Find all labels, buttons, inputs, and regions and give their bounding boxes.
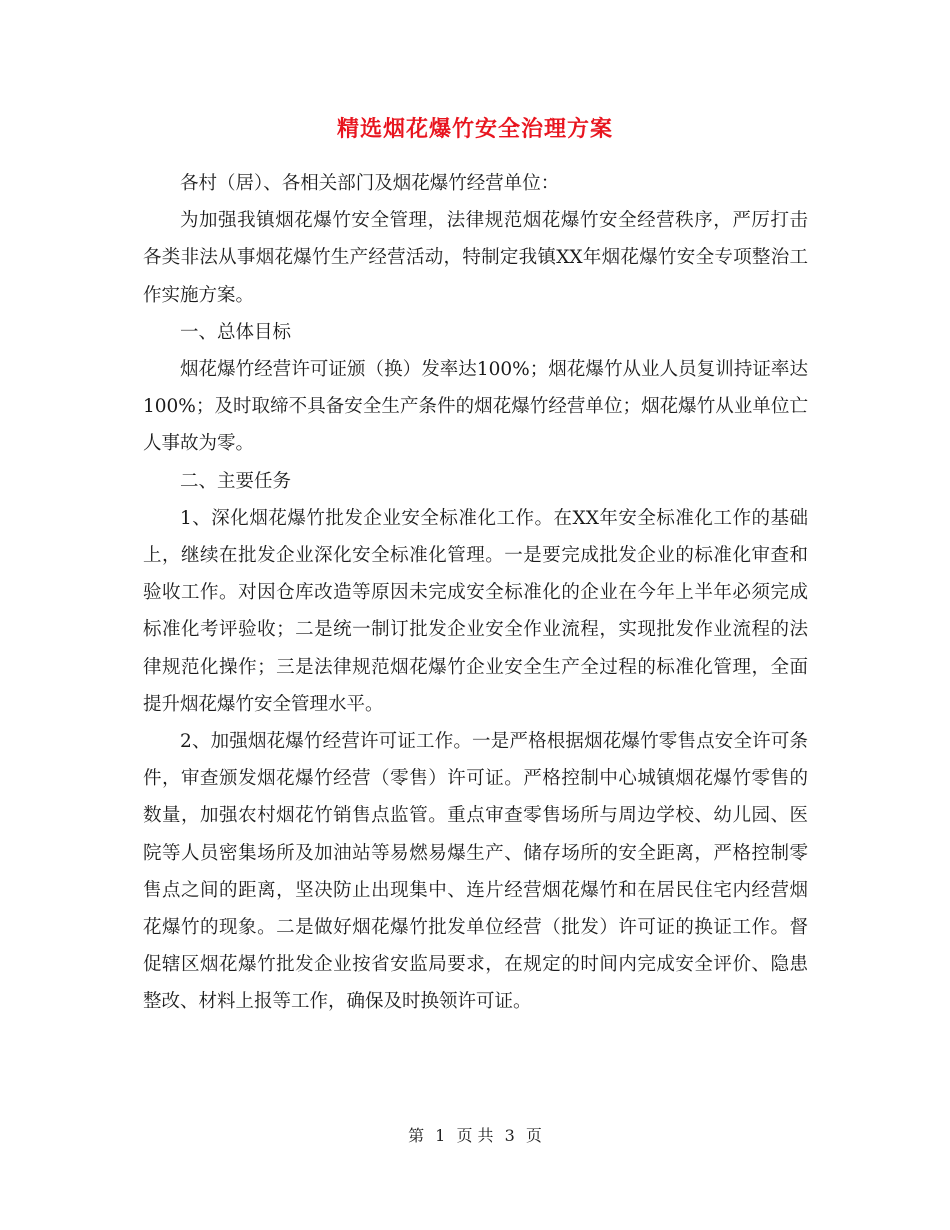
footer-page-number: 1 <box>435 1126 446 1145</box>
document-title: 精选烟花爆竹安全治理方案 <box>336 116 613 142</box>
page-footer <box>0 1123 950 1146</box>
section-heading-tasks: 二、主要任务 <box>180 470 292 492</box>
footer-middle: 页 共 <box>456 1126 494 1145</box>
footer-suffix: 页 <box>525 1126 542 1145</box>
intro-paragraph: 为加强我镇烟花爆竹安全管理，法律规范烟花爆竹安全经营秩序，严厉打击各类非法从事烟花爆竹生产经营活动，特制定我镇XX年烟花爆竹安全专项整治工作实施方案。 <box>143 210 808 306</box>
section-heading-goals: 一、总体目标 <box>180 321 292 343</box>
footer-total-pages: 3 <box>504 1126 515 1145</box>
task-2-paragraph: 2、加强烟花爆竹经营许可证工作。一是严格根据烟花爆竹零售点安全许可条件，审查颁发烟花爆竹经营（零售）许可证。严格控制中心城镇烟花爆竹零售的数量，加强农村烟花竹销售点监管。重点审查零售场所与周边学校、幼儿园、医院等人员密集场所及加油站等易燃易爆生产、储存场所的安全距离，严格控制零售点之间的距离，坚决防止出现集中、连片经营烟花爆竹和在居民住宅内经营烟花爆竹的现象。二是做好烟花爆竹批发单位经营（批发）许可证的换证工作。督促辖区烟花爆竹批发企业按省安监局要求，在规定的时间内完成安全评价、隐患整改、材料上报等工作，确保及时换领许可证。 <box>143 731 808 1013</box>
footer-prefix: 第 <box>408 1126 425 1145</box>
salutation-paragraph: 各村（居）、各相关部门及烟花爆竹经营单位： <box>180 173 560 194</box>
document-body <box>143 165 808 1021</box>
goals-paragraph: 烟花爆竹经营许可证颁（换）发率达100%；烟花爆竹从业人员复训持证率达100%；及时取缔不具备安全生产条件的烟花爆竹经营单位；烟花爆竹从业单位亡人事故为零。 <box>143 359 808 455</box>
task-1-paragraph: 1、深化烟花爆竹批发企业安全标准化工作。在XX年安全标准化工作的基础上，继续在批发企业深化安全标准化管理。一是要完成批发企业的标准化审查和验收工作。对因仓库改造等原因未完成安全标准化的企业在今年上半年必须完成标准化考评验收；二是统一制订批发企业安全作业流程，实现批发作业流程的法律规范化操作；三是法律规范烟花爆竹企业安全生产全过程的标准化管理，全面提升烟花爆竹安全管理水平。 <box>143 507 808 715</box>
